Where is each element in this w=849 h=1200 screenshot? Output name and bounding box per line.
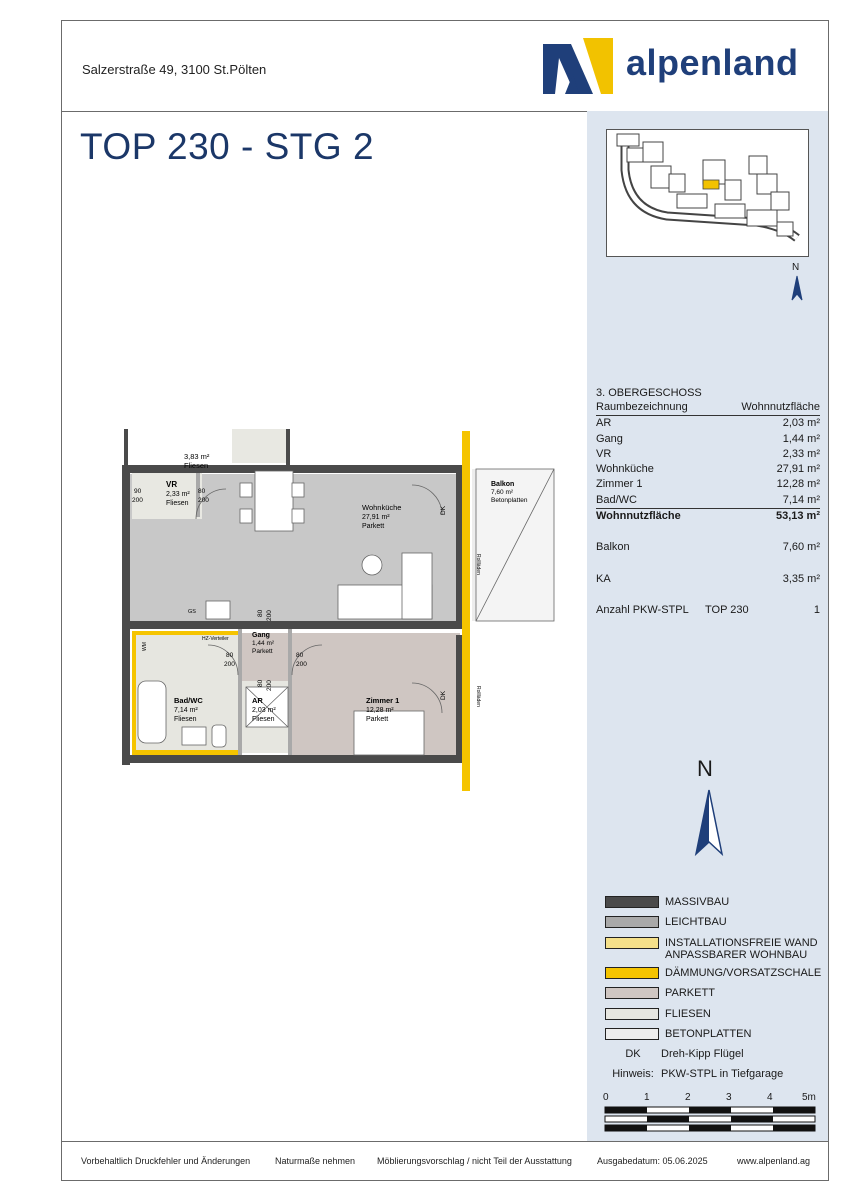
balkon-label: Balkon xyxy=(491,481,515,488)
table-row xyxy=(596,447,820,462)
gs-label: GS xyxy=(188,609,196,615)
room-name: VR xyxy=(596,447,612,460)
ar-floor: Fliesen xyxy=(252,716,275,723)
table-row xyxy=(596,462,820,477)
legend-label: DÄMMUNG/VORSATZSCHALE xyxy=(665,966,822,979)
vr-floor: Fliesen xyxy=(166,500,189,507)
bad-floor: Fliesen xyxy=(174,716,197,723)
door-width-label: 80 xyxy=(198,488,206,495)
legend-swatch xyxy=(605,987,659,999)
scale-ticks xyxy=(604,1092,816,1106)
dk-value: Dreh-Kipp Flügel xyxy=(661,1048,744,1061)
project-address: Salzerstraße 49, 3100 St.Pölten xyxy=(82,62,267,77)
legend-swatch xyxy=(605,967,659,979)
footer-divider xyxy=(61,1141,829,1142)
scale-tick: 2 xyxy=(685,1092,691,1103)
wohnkueche-label: Wohnküche xyxy=(362,503,402,512)
scale-tick: 3 xyxy=(726,1092,732,1103)
table-row xyxy=(596,416,820,431)
balkon-floor: Betonplatten xyxy=(491,497,528,504)
hint-value: PKW-STPL in Tiefgarage xyxy=(661,1068,784,1081)
total-row xyxy=(596,508,820,524)
gang-area: 1,44 m² xyxy=(252,640,275,647)
room-name: Balkon xyxy=(596,541,630,554)
keyplan-north-arrow-icon xyxy=(791,276,803,302)
hint-legend xyxy=(605,1068,825,1088)
brand-name: alpenland xyxy=(626,42,799,83)
dk-legend xyxy=(605,1048,825,1068)
footer-measures: Naturmaße nehmen xyxy=(275,1156,356,1166)
parking-count: 1 xyxy=(813,603,820,616)
rollladen-label: Rollläden xyxy=(475,554,481,575)
total-label: Wohnnutzfläche xyxy=(596,510,681,523)
balkon-area: 7,60 m² xyxy=(491,489,514,496)
zimmer1-label: Zimmer 1 xyxy=(366,696,400,705)
vr-area: 2,33 m² xyxy=(166,491,190,498)
col-room: Raumbezeichnung xyxy=(596,401,688,413)
door-width-label: 80 xyxy=(226,652,234,659)
room-name: Zimmer 1 xyxy=(596,478,643,491)
room-area: 7,14 m² xyxy=(782,493,820,506)
room-area: 1,44 m² xyxy=(782,432,820,445)
table-header xyxy=(596,400,820,416)
room-name: Bad/WC xyxy=(596,493,637,506)
hint-key: Hinweis: xyxy=(612,1068,654,1081)
door-width-label: 80 xyxy=(296,652,304,659)
room-table xyxy=(596,386,820,618)
dk-key: DK xyxy=(625,1048,641,1061)
scale-bar-graphic xyxy=(604,1106,816,1136)
legend-label: FLIESEN xyxy=(665,1007,711,1020)
legend-swatch xyxy=(605,937,659,949)
total-area: 53,13 m² xyxy=(775,510,820,523)
door-width-label: 80 xyxy=(257,679,264,687)
legend xyxy=(605,896,825,1088)
legend-item xyxy=(605,1028,825,1048)
gang-label: Gang xyxy=(252,632,270,639)
parking-row xyxy=(596,603,820,618)
footer-issue-date: Ausgabedatum: 05.06.2025 xyxy=(597,1156,708,1166)
bad-area: 7,14 m² xyxy=(174,707,198,714)
cellar-floor: Fliesen xyxy=(184,461,209,470)
legend-item xyxy=(605,916,825,936)
ar-label: AR xyxy=(252,696,263,705)
room-area: 2,03 m² xyxy=(782,417,820,430)
key-plan xyxy=(606,129,809,257)
door-width-label: 90 xyxy=(134,488,142,495)
scale-tick: 4 xyxy=(767,1092,773,1103)
room-name: AR xyxy=(596,417,612,430)
legend-swatch xyxy=(605,916,659,928)
zimmer1-floor: Parkett xyxy=(366,716,389,723)
room-area: 7,60 m² xyxy=(782,541,820,554)
legend-swatch xyxy=(605,896,659,908)
door-width-label: 80 xyxy=(257,609,264,617)
footer-disclaimer: Vorbehaltlich Druckfehler und Änderungen xyxy=(81,1156,251,1166)
alpenland-logo-icon xyxy=(543,36,613,96)
legend-label: INSTALLATIONSFREIE WAND ANPASSBARER WOHNBAU xyxy=(665,936,818,961)
room-area: 2,33 m² xyxy=(782,447,820,460)
legend-swatch xyxy=(605,1028,659,1040)
footer-furniture: Möblierungsvorschlag / nicht Teil der Ausstattung xyxy=(377,1156,572,1166)
legend-label: MASSIVBAU xyxy=(665,896,730,908)
wm-label: WM xyxy=(142,642,148,651)
door-height-label: 200 xyxy=(266,680,273,691)
legend-label: LEICHTBAU xyxy=(665,916,727,929)
legend-item xyxy=(605,1008,825,1028)
room-name: Wohnküche xyxy=(596,463,654,476)
scale-tick: 0 xyxy=(603,1092,609,1103)
legend-item xyxy=(605,987,825,1007)
table-row xyxy=(596,572,820,587)
legend-label: PARKETT xyxy=(665,987,715,1000)
floor-plan xyxy=(100,425,528,800)
parking-top: TOP 230 xyxy=(705,603,749,616)
cellar-area: 3,83 m² xyxy=(184,452,210,461)
legend-swatch xyxy=(605,1008,659,1020)
room-area: 12,28 m² xyxy=(776,478,820,491)
room-name: Gang xyxy=(596,432,623,445)
rollladen-label: Rollläden xyxy=(475,686,481,707)
keyplan-north-label: N xyxy=(792,262,800,273)
table-row xyxy=(596,432,820,447)
scale-bar xyxy=(604,1092,816,1141)
room-name: KA xyxy=(596,572,611,585)
scale-tick: 5m xyxy=(802,1092,816,1103)
table-row xyxy=(596,493,820,508)
door-height-label: 200 xyxy=(198,497,209,504)
door-height-label: 200 xyxy=(296,661,307,668)
col-area: Wohnnutzfläche xyxy=(741,401,820,413)
door-height-label: 200 xyxy=(132,497,143,504)
legend-item xyxy=(605,967,825,987)
table-row xyxy=(596,540,820,555)
wohnkueche-area: 27,91 m² xyxy=(362,514,390,521)
zimmer1-area: 12,28 m² xyxy=(366,707,394,714)
ar-area: 2,03 m² xyxy=(252,707,276,714)
door-height-label: 200 xyxy=(224,661,235,668)
room-area: 27,91 m² xyxy=(776,463,820,476)
hz-label: HZ-Verteiler xyxy=(202,636,229,642)
door-height-label: 200 xyxy=(266,610,273,621)
bad-label: Bad/WC xyxy=(174,696,203,705)
dk-label: DK xyxy=(440,690,447,700)
legend-label: BETONPLATTEN xyxy=(665,1027,752,1040)
scale-tick: 1 xyxy=(644,1092,650,1103)
footer-website[interactable]: www.alpenland.ag xyxy=(737,1156,811,1166)
room-area: 3,35 m² xyxy=(782,572,820,585)
table-row xyxy=(596,477,820,492)
vr-label: VR xyxy=(166,480,178,489)
dk-label: DK xyxy=(440,505,447,515)
legend-item xyxy=(605,896,825,916)
page-title: TOP 230 - STG 2 xyxy=(80,126,375,167)
wohnkueche-floor: Parkett xyxy=(362,523,385,530)
north-label: N xyxy=(697,756,713,781)
parking-label: Anzahl PKW-STPL xyxy=(596,603,689,616)
floor-label: 3. OBERGESCHOSS xyxy=(596,387,702,399)
legend-item xyxy=(605,937,825,967)
north-arrow-icon xyxy=(694,790,724,856)
gang-floor: Parkett xyxy=(252,648,273,655)
